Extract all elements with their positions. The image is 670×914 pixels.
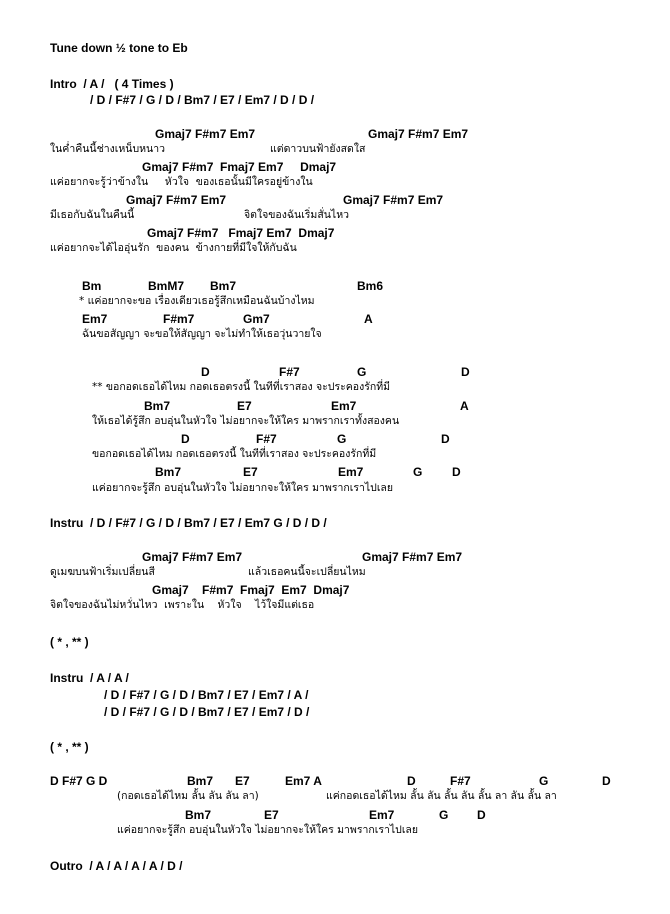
chord-line: F#7	[279, 365, 300, 379]
chord-line: G	[413, 465, 423, 479]
chord-line: Gmaj7 F#m7 Em7	[126, 193, 227, 207]
chord-line: ( * , ** )	[50, 740, 89, 754]
lyric-line: ขอกอดเธอได้ไหม กอดเธอตรงนี้ ในทีที่เราสอง จะประคองรักที่มี	[92, 448, 377, 460]
lyric-line: แค่อยากจะรู้ว่าข้างใน หัวใจ ของเธอนั้นมีใครอยู่ข้างใน	[50, 176, 313, 188]
chord-line: D	[407, 774, 416, 788]
chord-line: Gmaj7 F#m7 Em7	[142, 550, 243, 564]
chord-line: A	[364, 312, 373, 326]
lyric-line: แล้วเธอคนนี้จะเปลี่ยนไหม	[248, 566, 366, 578]
chord-line: D	[181, 432, 190, 446]
chord-line: / D / F#7 / G / D / Bm7 / E7 / Em7 / D /	[104, 705, 310, 719]
chord-line: Gmaj7 F#m7 Em7	[362, 550, 463, 564]
lyric-line: (กอดเธอได้ไหม ลั้น ลัน ลัน ลา)	[117, 790, 259, 802]
chord-line: D F#7 G D	[50, 774, 108, 788]
chord-line: Bm	[82, 279, 102, 293]
lyric-line: แค่อยากจะรู้สึก อบอุ่นในหัวใจ ไม่อยากจะให้ใคร มาพรากเราไปเลย	[92, 482, 393, 494]
lyric-line: ** ขอกอดเธอได้ไหม กอดเธอตรงนี้ ในทีที่เราสอง จะประคองรักที่มี	[92, 381, 391, 393]
chord-line: Tune down ½ tone to Eb	[50, 41, 188, 55]
lyric-line: ดูเมฆบนฟ้าเริ่มเปลี่ยนสี	[50, 566, 155, 578]
chord-line: Gmaj7 F#m7 Fmaj7 Em7 Dmaj7	[142, 160, 337, 174]
chord-line: Bm7	[187, 774, 214, 788]
chord-line: D	[452, 465, 461, 479]
chord-line: Bm7	[185, 808, 212, 822]
chord-line: Gmaj7 F#m7 Em7	[155, 127, 256, 141]
chord-line: Em7	[338, 465, 364, 479]
chord-line: F#m7	[163, 312, 195, 326]
lyric-line: ให้เธอได้รู้สึก อบอุ่นในหัวใจ ไม่อยากจะให้ใคร มาพรากเราทั้งสองคน	[92, 415, 400, 427]
chord-line: Intro / A / ( 4 Times )	[50, 77, 174, 91]
lyric-line: ฉันขอสัญญา จะขอให้สัญญา จะไม่ทำให้เธอวุ่นวายใจ	[82, 328, 322, 340]
chord-line: E7	[235, 774, 250, 788]
lyric-line: แต่ดาวบนฟ้ายังสดใส	[270, 143, 366, 155]
chord-line: Em7	[369, 808, 395, 822]
chord-line: A	[460, 399, 469, 413]
chord-line: D	[602, 774, 611, 788]
lyric-line: จิตใจของฉันไม่หวั่นไหว เพราะใน หัวใจ ไว้ใจมีแต่เธอ	[50, 599, 315, 611]
chord-line: Instru / A / A /	[50, 671, 129, 685]
chord-line: BmM7	[148, 279, 185, 293]
chord-line: F#7	[450, 774, 471, 788]
lyric-line: แค่อยากจะรู้สึก อบอุ่นในหัวใจ ไม่อยากจะให้ใคร มาพรากเราไปเลย	[117, 824, 418, 836]
chord-line: Gmaj7 F#m7 Fmaj7 Em7 Dmaj7	[152, 583, 350, 597]
chord-line: F#7	[256, 432, 277, 446]
lyric-line: มีเธอกับฉันในคืนนี้	[50, 209, 135, 221]
chord-line: Gm7	[243, 312, 270, 326]
chord-line: G	[357, 365, 367, 379]
chord-line: Em7	[331, 399, 357, 413]
chord-line: G	[337, 432, 347, 446]
chord-line: Bm7	[155, 465, 182, 479]
chord-line: Bm7	[144, 399, 171, 413]
chord-line: Instru / D / F#7 / G / D / Bm7 / E7 / Em7 G / D / D /	[50, 516, 327, 530]
chord-line: D	[441, 432, 450, 446]
lyric-line: แค่อยากจะได้ไออุ่นรัก ของคน ข้างกายที่มีใจให้กับฉัน	[50, 242, 297, 254]
lyric-line: แค่กอดเธอได้ไหม ลั้น ลัน ลั้น ลัน ลั้น ลา ลัน ลั้น ลา	[326, 790, 557, 802]
chord-line: E7	[243, 465, 258, 479]
chord-line: G	[539, 774, 549, 788]
chord-line: Gmaj7 F#m7 Fmaj7 Em7 Dmaj7	[147, 226, 335, 240]
chord-line: / D / F#7 / G / D / Bm7 / E7 / Em7 / D / D /	[90, 93, 315, 107]
chord-line: ( * , ** )	[50, 635, 89, 649]
lyric-line: ในค่ำคืนนี้ช่างเหน็บหนาว	[50, 143, 165, 155]
chord-line: E7	[237, 399, 252, 413]
chord-line: Gmaj7 F#m7 Em7	[343, 193, 444, 207]
chord-line: G	[439, 808, 449, 822]
chord-line: Bm7	[210, 279, 237, 293]
chord-line: Gmaj7 F#m7 Em7	[368, 127, 469, 141]
chord-line: Outro / A / A / A / A / D /	[50, 859, 183, 873]
chord-line: D	[461, 365, 470, 379]
lyric-line: * แค่อยากจะขอ เรื่องเดียวเธอรู้สึกเหมือนฉันบ้างไหม	[79, 295, 315, 307]
chord-line: E7	[264, 808, 279, 822]
lyric-line: จิตใจของฉันเริ่มสั่นไหว	[244, 209, 350, 221]
chord-line: D	[477, 808, 486, 822]
chord-line: Em7	[82, 312, 108, 326]
chord-line: D	[201, 365, 210, 379]
chord-line: Em7 A	[285, 774, 322, 788]
chord-line: Bm6	[357, 279, 384, 293]
chord-line: / D / F#7 / G / D / Bm7 / E7 / Em7 / A /	[104, 688, 309, 702]
